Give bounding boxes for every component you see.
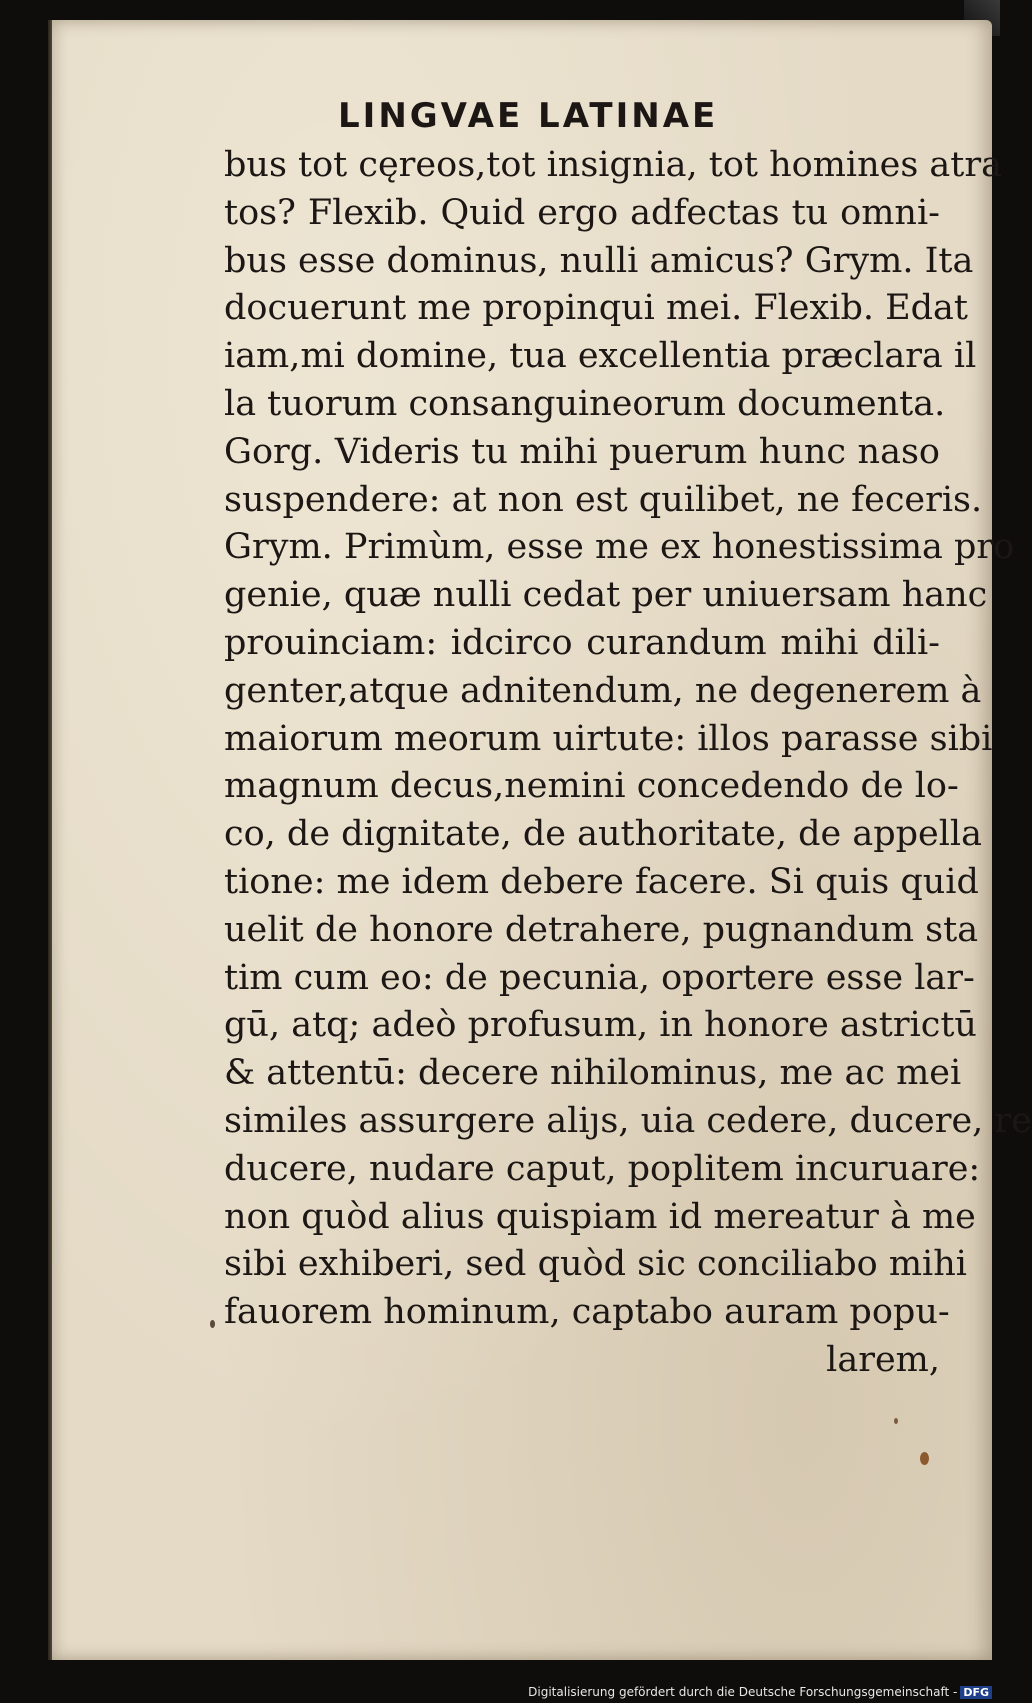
text-line: bus tot cęreos,tot insignia, tot homines atra [224,145,1002,185]
text-line: ducere, nudare caput, poplitem incuruare: [224,1148,981,1189]
text-line: magnum decus,nemini concedendo de lo- [224,766,959,807]
ink-spot [894,1418,898,1424]
text-line: tim cum eo: de pecunia, oportere esse lar- [224,957,975,998]
text-line: uelit de honore detrahere, pugnandum sta [224,909,979,950]
text-line: fauorem hominum, captabo auram popu- [224,1292,950,1333]
body-text [224,142,1032,1385]
text-line: iam,mi domine, tua excellentia præclara il [224,336,977,377]
text-line: genter,atque adnitendum, ne degenerem à [224,670,982,711]
text-line: sibi exhiberi, sed quòd sic conciliabo mihi [224,1244,967,1285]
ink-spot [210,1320,215,1328]
ink-spot [920,1452,929,1465]
catchword: larem, [826,1339,940,1380]
text-line: tione: me idem debere facere. Si quis quid [224,861,979,902]
text-line: docuerunt me propinqui mei. Flexib. Edat [224,288,968,329]
text-line: co, de dignitate, de authoritate, de appella [224,814,982,855]
text-line: la tuorum consanguineorum documenta. [224,383,946,424]
credit-text: Digitalisierung gefördert durch die Deutsche Forschungsgemeinschaft - [528,1685,958,1699]
text-line: genie, quæ nulli cedat per uniuersam hanc [224,575,988,616]
text-line: maiorum meorum uirtute: illos parasse sibi [224,718,993,759]
digitization-credit [528,1685,992,1699]
text-line: prouinciam: idcirco curandum mihi dili- [224,622,940,663]
text-line: suspendere: at non est quilibet, ne feceris. [224,479,983,520]
text-line: Gorg. Videris tu mihi puerum hunc naso [224,431,940,472]
dfg-logo: DFG [960,1686,992,1699]
text-line: non quòd alius quispiam id mereatur à me [224,1196,976,1237]
text-line: tos? Flexib. Quid ergo adfectas tu omni- [224,192,940,233]
running-head: LINGVAE LATINAE [338,96,719,136]
text-line: Grym. Primùm, esse me ex honestissima pro [224,527,1015,568]
text-line: & attentū: decere nihilominus, me ac mei [224,1053,962,1094]
text-line: gū, atq; adeò profusum, in honore astrictū [224,1005,977,1046]
text-line: similes assurgere aliȷs, uia cedere, ducere, re [224,1100,1032,1141]
text-line: bus esse dominus, nulli amicus? Grym. Ita [224,240,974,281]
